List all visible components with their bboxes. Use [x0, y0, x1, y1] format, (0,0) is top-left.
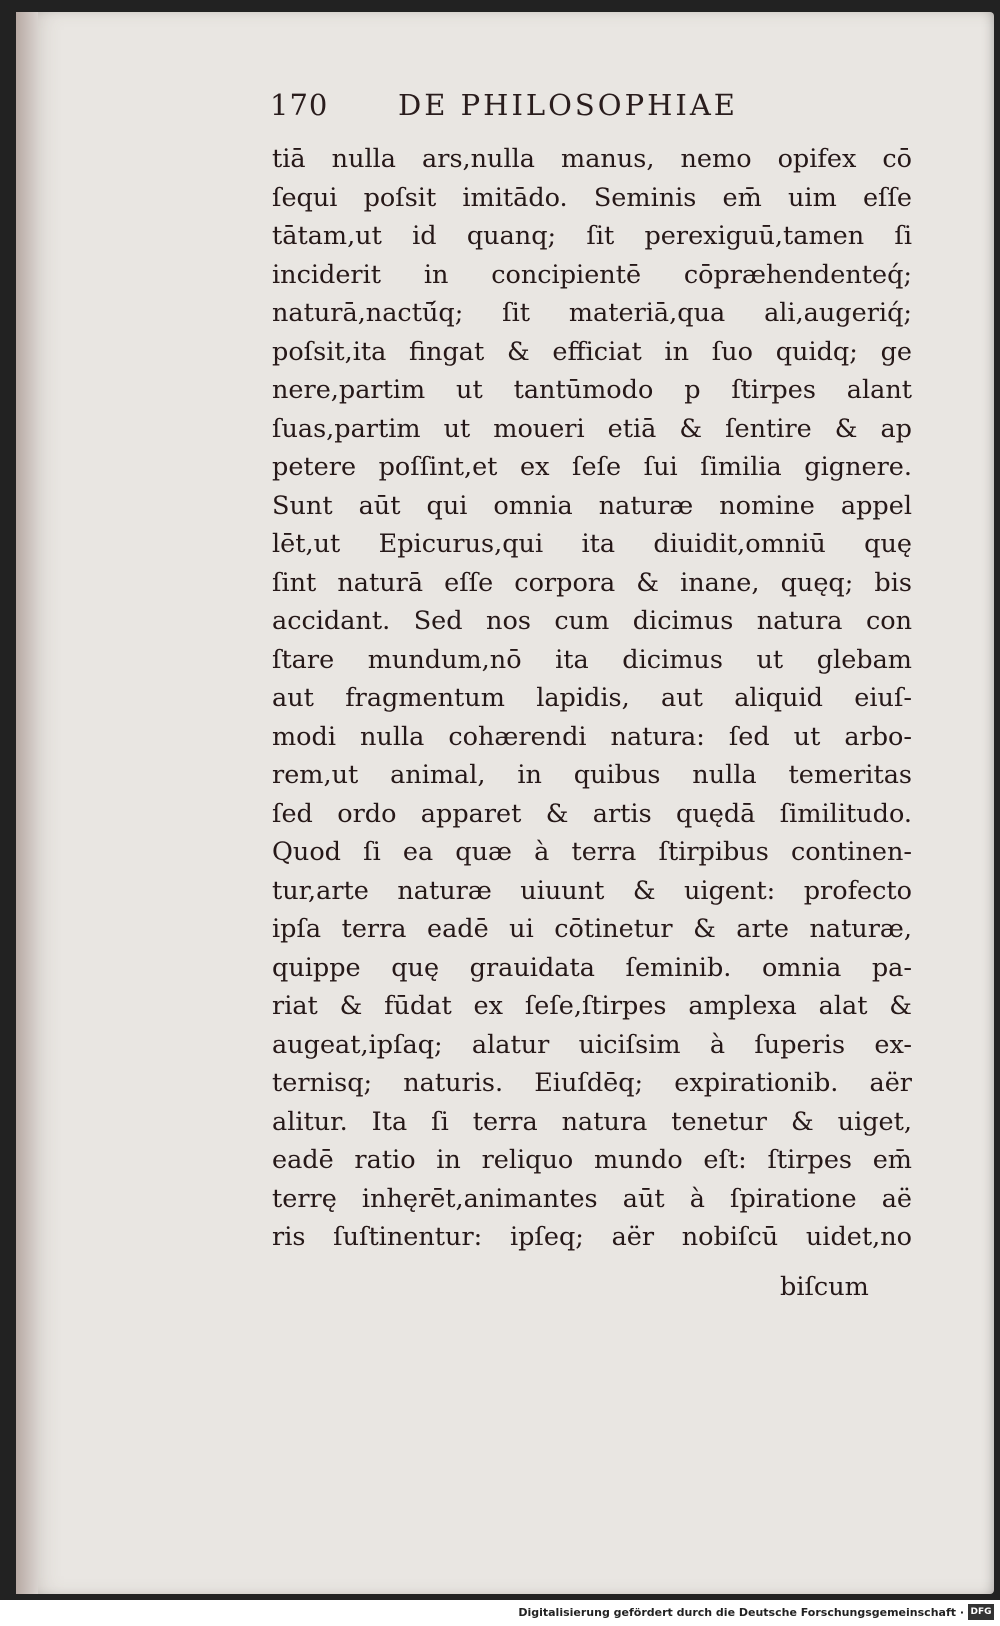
text-line: ternisq; naturis. Eiuſdēq; expirationib. aër [272, 1068, 912, 1098]
text-line: poſsit,ita fingat & efficiat in ſuo quidq; ge [272, 336, 912, 367]
text-line: lēt,ut Epicurus,qui ita diuidit,omniū quę [272, 529, 912, 559]
text-line: ſtare mundum,nō ita dicimus ut glebam [272, 644, 912, 675]
body-text [272, 140, 912, 1257]
text-line: ſuas,partim ut moueri etiā & ſentire & ap [272, 413, 912, 444]
dfg-logo-icon: DFG [968, 1604, 994, 1620]
text-line: nere,partim ut tantūmodo p ſtirpes alant [272, 375, 912, 405]
text-line: modi nulla cohærendi natura: ſed ut arbo- [272, 721, 912, 752]
text-line: riat & fūdat ex ſeſe,ſtirpes amplexa alat & [272, 991, 912, 1021]
running-title: DE PHILOSOPHIAE [398, 88, 738, 122]
running-head [270, 88, 910, 122]
text-line: augeat,ipſaq; alatur uiciſsim à ſuperis ex- [272, 1029, 912, 1060]
text-line: Quod ſi ea quæ à terra ſtirpibus continen- [272, 837, 912, 867]
text-line: ſint naturā eſſe corpora & inane, quęq; bis [272, 567, 912, 598]
text-line: eadē ratio in reliquo mundo eſt: ſtirpes em̄ [272, 1145, 912, 1175]
text-line: tātam,ut id quanq; ſit perexiguū,tamen ſi [272, 221, 912, 251]
text-line: accidant. Sed nos cum dicimus natura con [272, 606, 912, 636]
text-line: tiā nulla ars,nulla manus, nemo opifex cō [272, 144, 912, 174]
digitization-credit: Digitalisierung gefördert durch die Deutsche Forschungsgemeinschaft · [518, 1606, 964, 1619]
catchword: biſcum [780, 1272, 869, 1302]
page-gutter [16, 12, 38, 1594]
text-line: naturā,nactū́q; ſit materiā,qua ali,augeriq́; [272, 298, 912, 328]
text-line: ſed ordo apparet & artis quędā ſimilitudo. [272, 798, 912, 829]
text-line: quippe quę grauidata ſeminib. omnia pa- [272, 952, 912, 983]
text-line: ipſa terra eadē ui cōtinetur & arte naturæ, [272, 914, 912, 944]
text-line: ris ſuſtinentur: ipſeq; aër nobiſcū uidet,no [272, 1222, 912, 1252]
text-line: inciderit in concipientē cōpræhendenteq́; [272, 259, 912, 290]
text-line: petere poſſint,et ex ſeſe ſui ſimilia gignere. [272, 452, 912, 482]
text-line: terrę inhęrēt,animantes aūt à ſpiratione aë [272, 1183, 912, 1214]
text-line: alitur. Ita ſi terra natura tenetur & uiget, [272, 1106, 912, 1137]
text-line: tur,arte naturæ uiuunt & uigent: profecto [272, 875, 912, 906]
text-line: Sunt aūt qui omnia naturæ nomine appel [272, 490, 912, 521]
page-number: 170 [270, 88, 329, 122]
text-line: aut fragmentum lapidis, aut aliquid eiuſ- [272, 683, 912, 713]
text-line: ſequi poſsit imitādo. Seminis em̄ uim eſſe [272, 182, 912, 213]
text-line: rem,ut animal, in quibus nulla temeritas [272, 760, 912, 790]
